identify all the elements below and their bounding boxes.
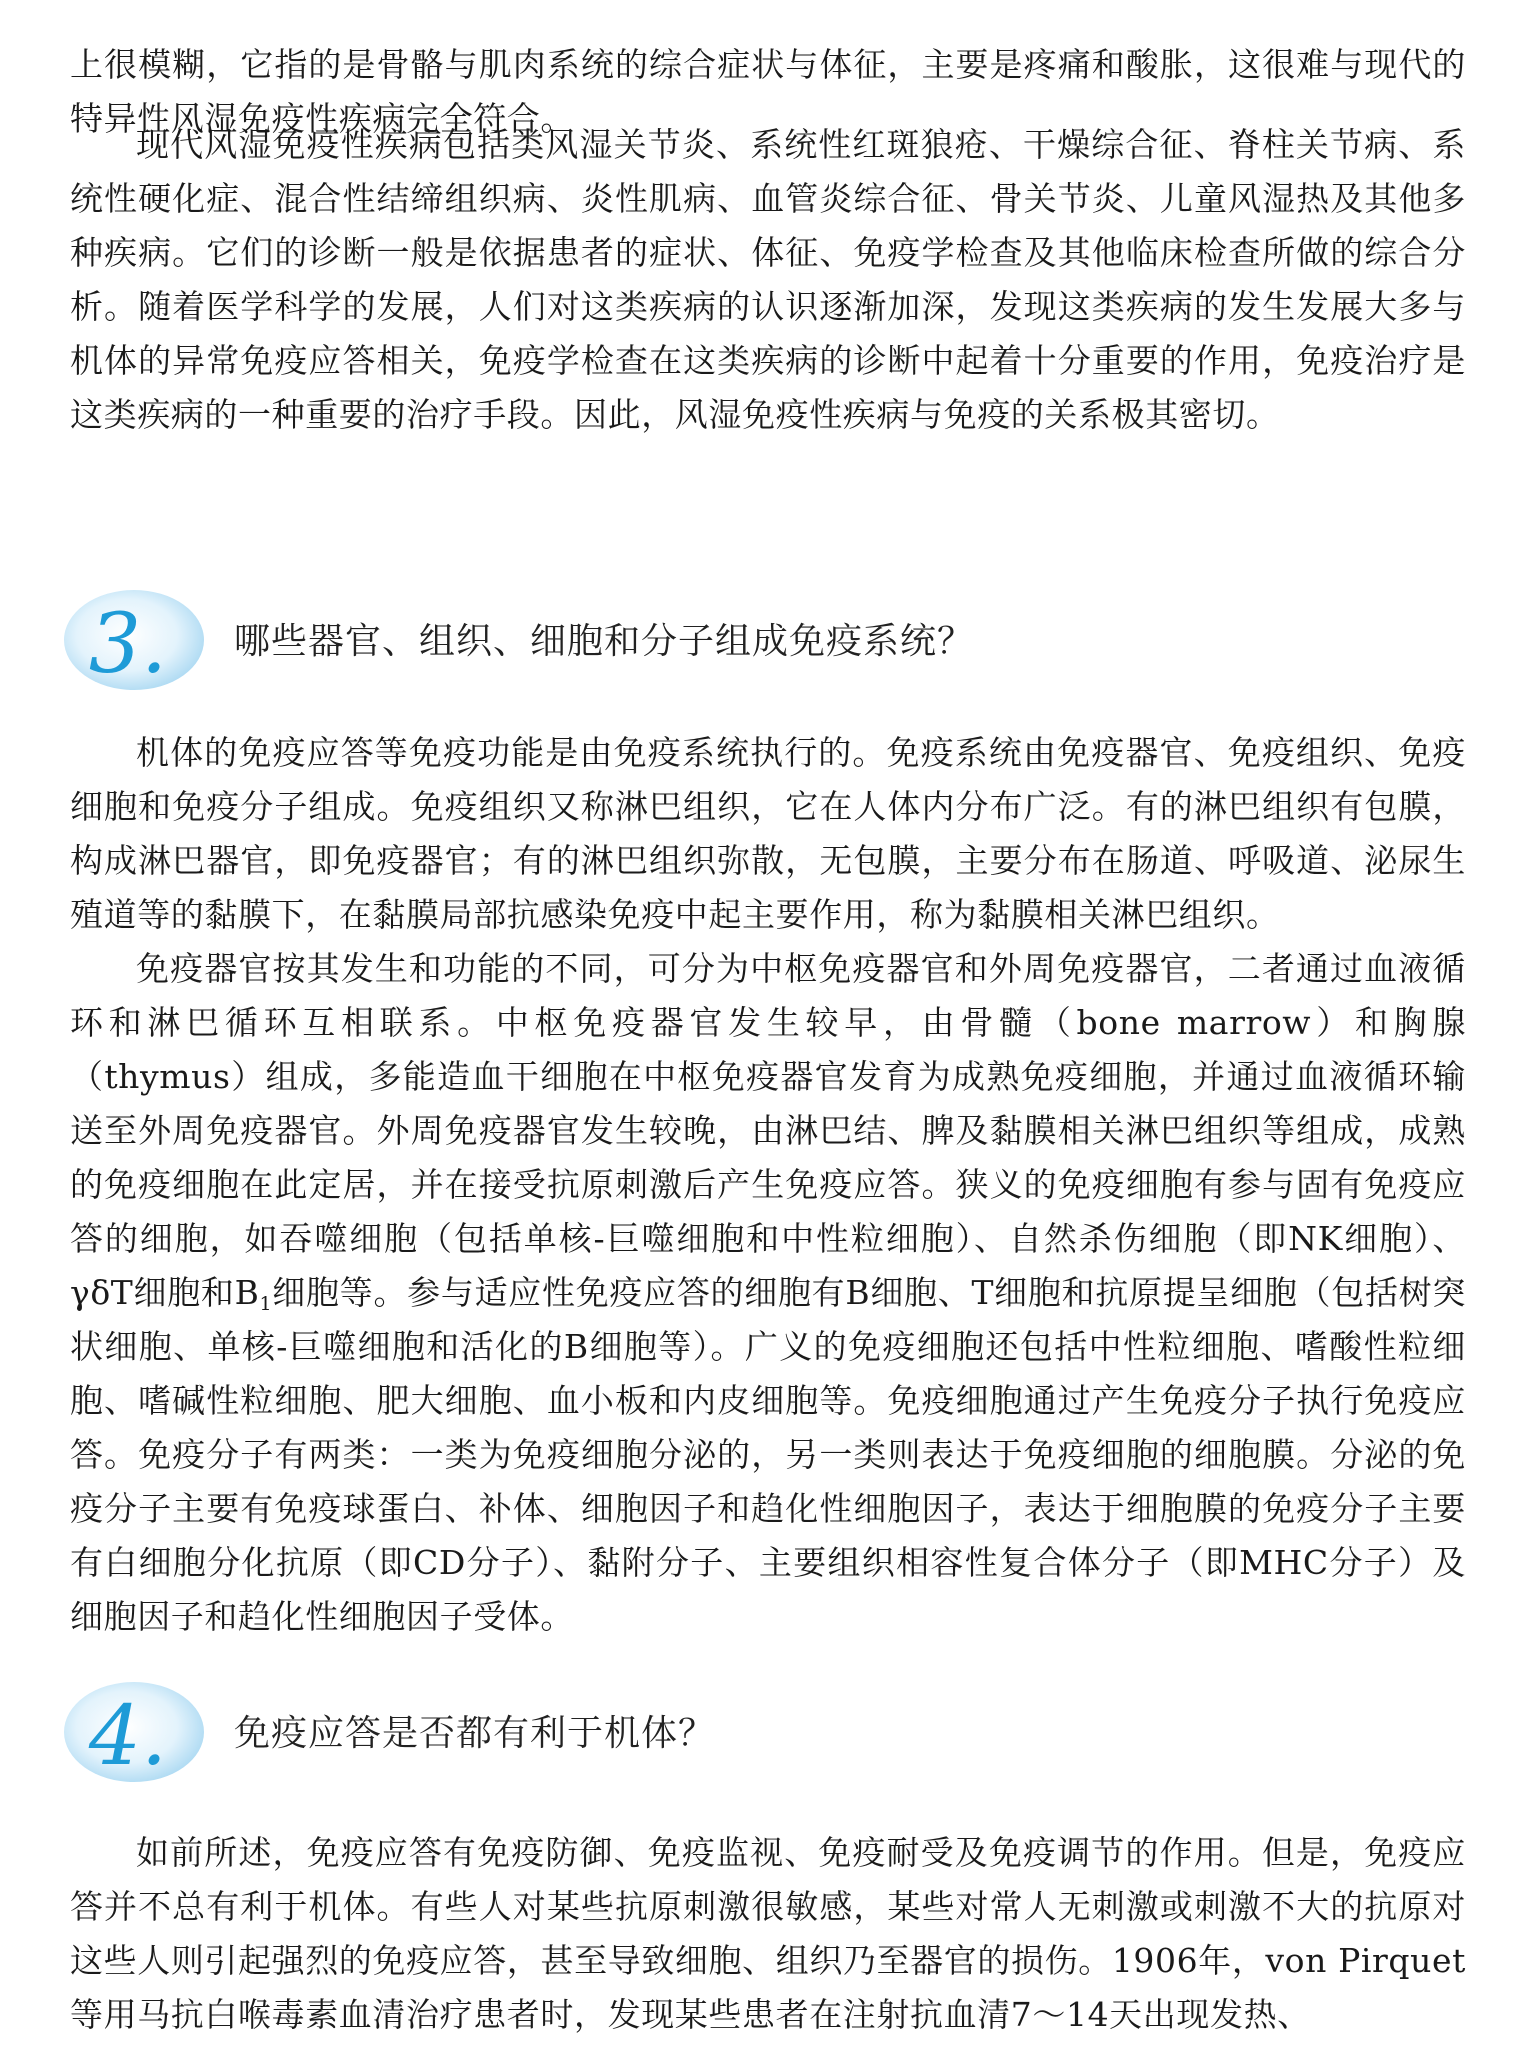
paragraph-4-text-b: 细胞等。参与适应性免疫应答的细胞有B细胞、T细胞和抗原提呈细胞（包括树突状细胞、单核-巨噬细胞和活化的B细胞等）。广义的免疫细胞还包括中性粒细胞、嗜酸性粒细胞、嗜碱性粒细胞、肥大细胞、血小板和内皮细胞等。免疫细胞通过产生免疫分子执行免疫应答。免疫分子有两类：一类为免疫细胞分泌的，另一类则表达于免疫细胞的细胞膜。分泌的免疫分子主要有免疫球蛋白、补体、细胞因子和趋化性细胞因子，表达于细胞膜的免疫分子主要有白细胞分化抗原（即CD分子）、黏附分子、主要组织相容性复合体分子（即MHC分子）及细胞因子和趋化性细胞因子受体。 bbox=[70, 1273, 1466, 1636]
paragraph-5: 如前所述，免疫应答有免疫防御、免疫监视、免疫耐受及免疫调节的作用。但是，免疫应答并不总有利于机体。有些人对某些抗原刺激很敏感，某些对常人无刺激或刺激不大的抗原对这些人则引起强烈的免疫应答，甚至导致细胞、组织乃至器官的损伤。1906年，von Pirquet等用马抗白喉毒素血清治疗患者时，发现某些患者在注射抗血清7～14天出现发热、 bbox=[70, 1833, 1466, 2034]
paragraph-4-text-a: 免疫器官按其发生和功能的不同，可分为中枢免疫器官和外周免疫器官，二者通过血液循环和淋巴循环互相联系。中枢免疫器官发生较早，由骨髓（bone marrow）和胸腺（thymus）组成，多能造血干细胞在中枢免疫器官发育为成熟免疫细胞，并通过血液循环输送至外周免疫器官。外周免疫器官发生较晚，由淋巴结、脾及黏膜相关淋巴组织等组成，成熟的免疫细胞在此定居，并在接受抗原刺激后产生免疫应答。狭义的免疫细胞有参与固有免疫应答的细胞，如吞噬细胞（包括单核-巨噬细胞和中性粒细胞）、自然杀伤细胞（即NK细胞）、γδT细胞和B bbox=[70, 949, 1466, 1312]
subscript-1: 1 bbox=[259, 1293, 273, 1315]
paragraph-1: 上很模糊，它指的是骨骼与肌肉系统的综合症状与体征，主要是疼痛和酸胀，这很难与现代的特异性风湿免疫性疾病完全符合。 bbox=[70, 45, 1466, 138]
section-title: 哪些器官、组织、细胞和分子组成免疫系统？ bbox=[234, 621, 975, 662]
section-title: 免疫应答是否都有利于机体？ bbox=[234, 1713, 716, 1754]
section-badge-icon bbox=[62, 584, 210, 696]
paragraph-4 bbox=[70, 942, 1466, 1644]
section-3-heading bbox=[62, 584, 1462, 704]
paragraph-2: 现代风湿免疫性疾病包括类风湿关节炎、系统性红斑狼疮、干燥综合征、脊柱关节病、系统性硬化症、混合性结缔组织病、炎性肌病、血管炎综合征、骨关节炎、儿童风湿热及其他多种疾病。它们的诊断一般是依据患者的症状、体征、免疫学检查及其他临床检查所做的综合分析。随着医学科学的发展，人们对这类疾病的认识逐渐加深，发现这类疾病的发生发展大多与机体的异常免疫应答相关，免疫学检查在这类疾病的诊断中起着十分重要的作用，免疫治疗是这类疾病的一种重要的治疗手段。因此，风湿免疫性疾病与免疫的关系极其密切。 bbox=[70, 125, 1466, 434]
section-4-heading bbox=[62, 1676, 1462, 1796]
section-badge-icon bbox=[62, 1676, 210, 1788]
paragraph-3: 机体的免疫应答等免疫功能是由免疫系统执行的。免疫系统由免疫器官、免疫组织、免疫细胞和免疫分子组成。免疫组织又称淋巴组织，它在人体内分布广泛。有的淋巴组织有包膜，构成淋巴器官，即免疫器官；有的淋巴组织弥散，无包膜，主要分布在肠道、呼吸道、泌尿生殖道等的黏膜下，在黏膜局部抗感染免疫中起主要作用，称为黏膜相关淋巴组织。 bbox=[70, 733, 1466, 934]
section-number: 3. bbox=[88, 597, 168, 692]
section-number: 4. bbox=[88, 1689, 168, 1784]
